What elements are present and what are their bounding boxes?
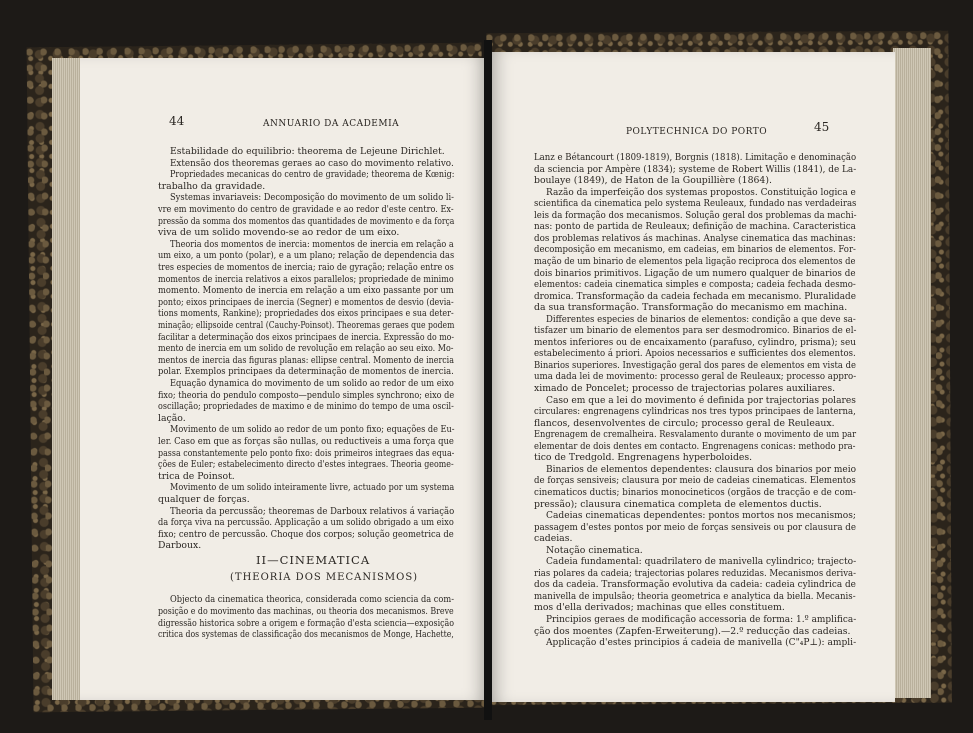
left-page-edges <box>52 58 82 700</box>
text-line: Propriedades mecanicas do centro de gravidade; theorema de Kœnig: <box>170 169 455 181</box>
text-line: ximado de Poncelet; processo de trajectorias polares auxiliares. <box>534 383 836 394</box>
text-line: Movimento de um solido ao redor de um ponto fixo; equações de Eu- <box>170 424 455 436</box>
text-line: Razão da imperfeição dos systemas propostos. Constituição logica e <box>546 186 856 198</box>
text-line: Extensão dos theoremas geraes ao caso do movimento relativo. <box>170 157 454 169</box>
running-head: POLYTECHNICA DO PORTO <box>626 127 768 137</box>
text-line: mos d'ella derivados; machinas que elles constituem. <box>534 602 785 614</box>
text-line: Equação dynamica do movimento de um solido ao redor de um eixo <box>170 378 454 389</box>
text-line: lação. <box>158 412 186 424</box>
page-number: 45 <box>814 120 830 134</box>
text-line: dos da cadeia. Transformação evolutiva da cadeia: cadeia cylindrica de <box>534 579 856 591</box>
text-line: elementos: cadeia cinematica simples e composta; cadeia fechada desmo- <box>534 279 856 291</box>
text-line: de forças sensiveis; clausura por meio de cadeias cinematicas. Elementos <box>534 475 856 487</box>
right-page <box>490 52 895 702</box>
text-line: decomposição em mecanismo, em cadeias, em binarios de elementos. For- <box>534 244 856 256</box>
text-line: passa constantemente pelo ponto fixo: dois primeiros integraes das equa- <box>158 447 455 459</box>
text-line: Principios geraes de modificação accessoria de forma: 1.º amplifica- <box>546 614 857 625</box>
text-line: Darboux. <box>158 540 202 552</box>
text-line: mação de um binario de elementos pela ligação reciproca dos elementos de <box>534 255 856 267</box>
text-line: pressão); clausura cinematica completa de elementos ductis. <box>534 498 822 510</box>
text-line: tions moments, Rankine); propriedades dos eixos principaes e sua deter- <box>158 308 454 320</box>
text-line: dois binarios primitivos. Ligação de um numero qualquer de binarios de <box>534 267 856 279</box>
text-line: vre em movimento do centro de gravidade e ao redor d'este centro. Ex- <box>158 204 454 215</box>
text-line: Applicação d'estes principios á cadeia de manivella (C"₄P⊥): ampli- <box>546 637 857 649</box>
text-line: scientifica da cinematica pelo systema Reuleaux, fundado nas verdadeiras <box>534 198 857 210</box>
text-line: fixo; theoria do pendulo composto—pendulo simples synchrono; eixo de <box>158 389 455 401</box>
text-line: Theoria dos momentos de inercia: momentos de inercia em relação a <box>170 238 454 250</box>
text-line: tres especies de momentos de inercia; raio de gyração; relação entre os <box>158 262 454 273</box>
text-line: dromica. Transformação da cadeia fechada em mecanismo. Pluralidade <box>534 290 856 302</box>
right-page-edges <box>893 48 931 698</box>
text-line: Caso em que a lei do movimento é definida por trajectorias polares <box>546 394 856 406</box>
text-line: pressão da somma dos momentos das quantidades de movimento e da força <box>158 215 455 227</box>
text-line: da sciencia por Ampère (1834); systeme de Robert Willis (1841), de La- <box>534 163 857 175</box>
section-title: II—CINEMATICA <box>256 553 371 567</box>
text-line: da força viva na percussão. Applicação a um solido obrigado a um eixo <box>158 517 454 529</box>
text-line: mentos de inercia das figuras planas: ellipse central. Momento de inercia <box>158 354 454 366</box>
text-line: elementar de dois dentes em contacto. Engrenagens conicas: methodo pra- <box>534 440 856 452</box>
text-line: posição e do movimento das machinas, ou theoria dos mecanismos. Breve <box>158 605 454 617</box>
text-line: leis da formação dos mecanismos. Solução geral dos problemas da machi- <box>534 209 857 221</box>
text-line: tico de Tredgold. Engrenagens hyperboloides. <box>534 452 753 464</box>
text-line: Differentes especies de binarios de elementos: condição a que deve sa- <box>546 313 856 325</box>
text-line: Theoria da percussão; theoremas de Darboux relativos á variação <box>170 505 455 517</box>
text-line: digressão historica sobre a origem e formação d'esta sciencia—exposição <box>158 617 455 629</box>
text-line: rias polares da cadeia; trajectorias polares reduzidas. Mecanismos deriva- <box>534 567 856 579</box>
text-line: Lanz e Bétancourt (1809-1819), Borgnis (1818). Limitação e denominação <box>534 152 857 163</box>
text-line: mentos inferiores ou de encaixamento (parafuso, cylindro, prisma); seu <box>534 336 856 348</box>
text-line: Estabilidade do equilibrio: theorema de Lejeune Dirichlet. <box>170 146 445 157</box>
text-line: passagem d'estes pontos por meio de forças sensiveis ou por clausura de <box>534 521 857 533</box>
text-line: Cadeia fundamental: quadrilatero de manivella cylindrico; trajecto- <box>546 556 857 568</box>
text-line: oscillação; propriedades de maximo e de minimo do tempo de uma oscil- <box>158 401 454 413</box>
text-line: Notação cinematica. <box>546 544 643 556</box>
text-line: cinematicos ductis; binarios monocineticos (orgãos de tracção e de com- <box>534 486 856 498</box>
text-line: boulaye (1849), de Haton de la Goupillière (1864). <box>534 175 772 187</box>
text-line: trabalho da gravidade. <box>158 180 266 192</box>
text-line: qualquer de forças. <box>158 494 250 505</box>
page-number: 44 <box>169 114 185 128</box>
text-line: Systemas invariaveis: Decomposição do movimento de um solido li- <box>170 192 454 204</box>
text-line: manivella de impulsão; theoria geometrica e analytica da biella. Mecanis- <box>534 590 856 602</box>
text-line: Cadeias cinematicas dependentes: pontos mortos nos mecanismos; <box>546 510 856 522</box>
text-line: dos problemas relativos ás machinas. Analyse cinematica das machinas: <box>534 232 856 244</box>
text-line: Binarios de elementos dependentes: clausura dos binarios por meio <box>546 463 857 475</box>
text-line: cadeias. <box>534 533 573 545</box>
text-line: Movimento de um solido inteiramente livre, actuado por um systema <box>170 482 455 494</box>
text-line: flancos, desenvolventes de circulo; processo geral de Reuleaux. <box>534 417 835 429</box>
text-line: da sua transformação. Transformação do mecanismo em machina. <box>534 302 848 314</box>
text-line: ler. Caso em que as forças são nullas, ou reductiveis a uma força que <box>158 436 454 447</box>
text-line: critica dos systemas de classificação dos mecanismos de Monge, Hachette, <box>158 629 454 641</box>
text-line: ponto; eixos principaes de inercia (Segner) e momentos de desvio (devia- <box>158 296 454 308</box>
text-line: Engrenagem de cremalheira. Resvalamento durante o movimento de um par <box>534 429 857 441</box>
left-page <box>80 58 487 700</box>
text-line: mento de inercia em um solido de revolução em relação ao seu eixo. Mo- <box>158 343 454 355</box>
text-line: um eixo, a um ponto (polar), e a um plano; relação de dependencia das <box>158 250 455 262</box>
text-line: nas: ponto de partida de Reuleaux; definição de machina. Caracteristica <box>534 221 856 233</box>
text-line: estabelecimento á priori. Apoios necessarios e sufficientes dos elementos. <box>534 348 856 360</box>
text-line: Binarios superiores. Investigação geral dos pares de elementos em vista de <box>534 359 856 371</box>
text-line: tisfazer um binario de elementos para ser desmodromico. Binarios de el- <box>534 325 857 337</box>
text-line: trica de Poinsot. <box>158 470 235 482</box>
text-line: minação; ellipsoide central (Cauchy-Poinsot). Theoremas geraes que podem <box>158 320 455 331</box>
text-line: uma dada lei de movimento: processo geral de Reuleaux; processo appro- <box>534 371 857 383</box>
text-line: ção dos moentes (Zapfen-Erweiterung).—2.º reducção das cadeias. <box>534 625 851 637</box>
text-line: facilitar a determinação dos eixos principaes de inercia. Expressão do mo- <box>158 331 455 343</box>
text-line: fixo; centro de percussão. Choque dos corpos; solução geometrica de <box>158 528 454 540</box>
text-line: Objecto da cinematica theorica, considerada como sciencia da com- <box>170 594 454 605</box>
text-line: circulares: engrenagens cylindricas nos tres typos principaes de lanterna, <box>534 406 856 418</box>
text-line: viva de um solido movendo-se ao redor de um eixo. <box>158 227 400 239</box>
text-line: momento. Momento de inercia em relação a um eixo passante por um <box>158 285 454 297</box>
book-gutter <box>484 40 492 720</box>
text-line: momentos de inercia relativos a eixos parallelos; propriedade de minimo <box>158 273 454 285</box>
running-head: ANNUARIO DA ACADEMIA <box>263 119 400 129</box>
text-line: ções de Euler; estabelecimento directo d'estes integraes. Theoria geome- <box>158 459 454 471</box>
section-subtitle: (THEORIA DOS MECANISMOS) <box>230 572 419 583</box>
text-line: polar. Exemplos principaes da determinação de momentos de inercia. <box>158 366 454 378</box>
